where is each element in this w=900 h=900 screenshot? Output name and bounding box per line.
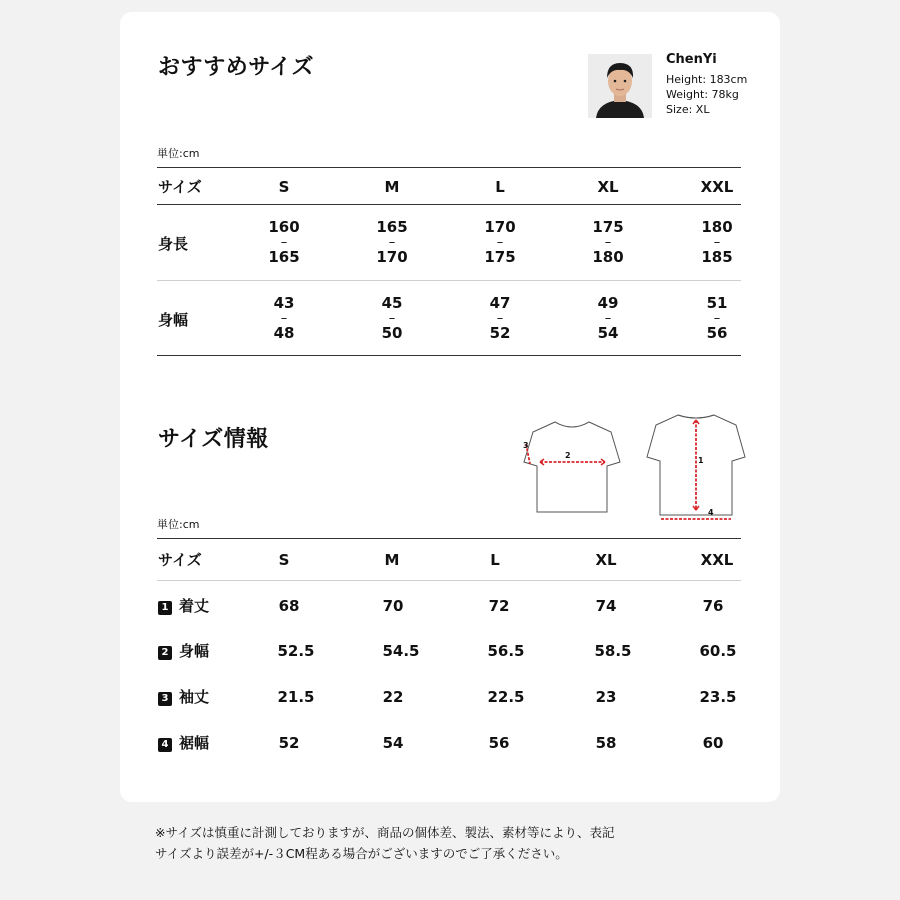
recommended-size-col: M <box>384 178 400 196</box>
value-cell: 60 <box>702 734 724 752</box>
table-rule <box>157 538 741 539</box>
model-portrait-icon <box>588 54 652 118</box>
recommended-size-col: XL <box>597 178 619 196</box>
model-info <box>666 52 747 117</box>
recommended-row-label: 身長 <box>158 235 189 253</box>
recommended-size-title: おすすめサイズ <box>158 55 314 80</box>
size-info-title: サイズ情報 <box>158 427 269 452</box>
size-info-row-label: 3 袖丈 <box>158 688 209 706</box>
value-cell: 70 <box>382 597 404 615</box>
range-cell: 160 – 165 <box>268 218 300 266</box>
value-cell: 76 <box>702 597 724 615</box>
range-cell: 170 – 175 <box>484 218 516 266</box>
range-cell: 165 – 170 <box>376 218 408 266</box>
value-cell: 56 <box>488 734 510 752</box>
recommended-header-label: サイズ <box>158 178 202 196</box>
model-photo <box>588 54 652 118</box>
number-badge-icon: 1 <box>158 601 172 615</box>
size-info-row-label: 4 裾幅 <box>158 734 209 752</box>
size-info-size-col: L <box>490 551 500 569</box>
range-cell: 45 – 50 <box>381 294 403 342</box>
size-info-row-label: 2 身幅 <box>158 642 209 660</box>
table-rule <box>157 580 741 581</box>
value-cell: 21.5 <box>277 688 315 706</box>
recommended-unit: 単位:cm <box>157 147 200 160</box>
table-rule <box>157 204 741 205</box>
tshirt-back-diagram <box>640 405 755 525</box>
value-cell: 54 <box>382 734 404 752</box>
value-cell: 22.5 <box>487 688 525 706</box>
recommended-size-col: S <box>278 178 290 196</box>
range-cell: 43 – 48 <box>273 294 295 342</box>
value-cell: 22 <box>382 688 404 706</box>
range-cell: 49 – 54 <box>597 294 619 342</box>
number-badge-icon: 3 <box>158 692 172 706</box>
value-cell: 52.5 <box>277 642 315 660</box>
value-cell: 56.5 <box>487 642 525 660</box>
model-height: Height: 183cm <box>666 73 748 86</box>
size-info-size-col: M <box>384 551 400 569</box>
model-weight: Weight: 78kg <box>666 88 739 101</box>
range-cell: 180 – 185 <box>701 218 733 266</box>
model-size: Size: XL <box>666 103 710 116</box>
model-name: ChenYi <box>666 52 717 67</box>
tshirt-front-diagram <box>515 412 630 522</box>
recommended-row-label: 身幅 <box>158 311 189 329</box>
size-info-header-label: サイズ <box>158 551 202 569</box>
size-info-size-col: XL <box>595 551 617 569</box>
size-info-unit: 単位:cm <box>157 518 200 531</box>
table-rule <box>157 167 741 168</box>
value-cell: 58 <box>595 734 617 752</box>
value-cell: 58.5 <box>594 642 632 660</box>
size-info-size-col: XXL <box>700 551 734 569</box>
value-cell: 23 <box>595 688 617 706</box>
table-rule <box>157 280 741 281</box>
value-cell: 74 <box>595 597 617 615</box>
range-cell: 47 – 52 <box>489 294 511 342</box>
recommended-size-col: L <box>495 178 505 196</box>
recommended-size-col: XXL <box>700 178 734 196</box>
value-cell: 52 <box>278 734 300 752</box>
size-info-row-label: 1 着丈 <box>158 597 209 615</box>
value-cell: 60.5 <box>699 642 737 660</box>
value-cell: 54.5 <box>382 642 420 660</box>
size-disclaimer-note: ※サイズは慎重に計測しておりますが、商品の個体差、製法、素材等により、表記 サイズより誤差が+/-３CM程ある場合がございますのでご了承ください。 <box>155 825 615 861</box>
range-cell: 51 – 56 <box>706 294 728 342</box>
range-cell: 175 – 180 <box>592 218 624 266</box>
diagram-label: 4 <box>708 508 714 517</box>
number-badge-icon: 2 <box>158 646 172 660</box>
number-badge-icon: 4 <box>158 738 172 752</box>
value-cell: 72 <box>488 597 510 615</box>
diagram-label: 2 <box>565 451 571 460</box>
value-cell: 68 <box>278 597 300 615</box>
size-info-size-col: S <box>278 551 290 569</box>
diagram-label: 3 <box>523 441 529 450</box>
value-cell: 23.5 <box>699 688 737 706</box>
diagram-label: 1 <box>698 456 704 465</box>
table-rule <box>157 355 741 356</box>
